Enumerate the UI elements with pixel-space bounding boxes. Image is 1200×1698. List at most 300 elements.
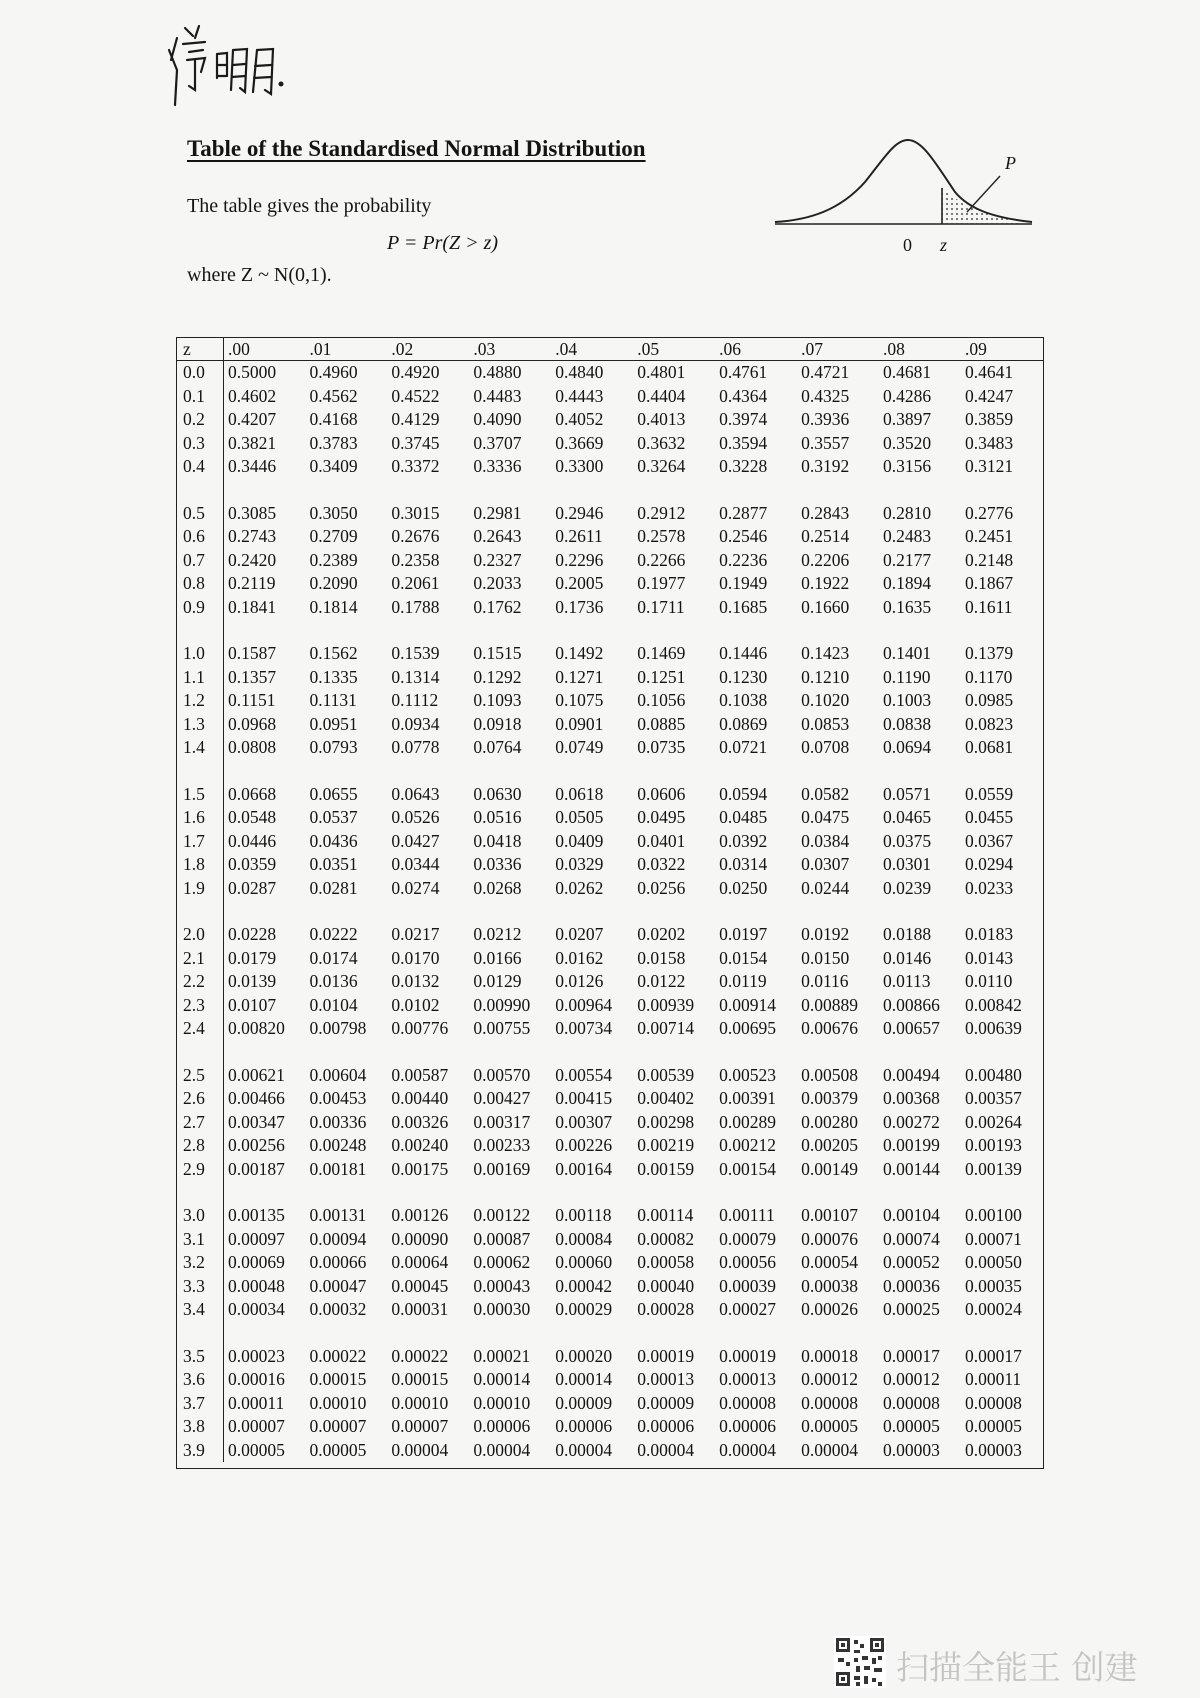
probability-cell: 0.00453: [309, 1088, 367, 1108]
z-value-cell: 0.4: [177, 455, 224, 479]
probability-cell: 0.00052: [883, 1252, 940, 1272]
z-value-cell: 0.5: [177, 502, 224, 526]
probability-cell: 0.1814: [309, 596, 358, 617]
probability-cell: 0.00006: [473, 1416, 531, 1436]
z-value-cell: 0.9: [177, 596, 224, 620]
probability-cell: 0.1788: [391, 596, 440, 617]
group-spacer-row: [177, 900, 1043, 923]
probability-cell: 0.2119: [228, 573, 276, 593]
spacer-cell: [224, 900, 1044, 923]
table-row: [177, 1392, 1043, 1416]
probability-cell: 0.00193: [964, 1135, 1022, 1155]
label-p: P: [1005, 153, 1016, 173]
probability-cell: 0.1762: [473, 596, 522, 617]
probability-cell: 0.0571: [883, 783, 932, 804]
probability-cell: 0.00035: [964, 1275, 1022, 1296]
probability-cell: 0.2451: [964, 526, 1014, 546]
probability-cell: 0.0162: [555, 947, 604, 968]
probability-cell: 0.0643: [391, 783, 440, 804]
probability-cell: 0.5000: [228, 362, 277, 382]
table-row: [177, 713, 1043, 737]
probability-cell: 0.00084: [555, 1228, 613, 1249]
probability-cell: 0.1251: [637, 666, 686, 687]
probability-cell: 0.2709: [309, 526, 358, 546]
probability-cell: 0.0126: [555, 971, 604, 991]
probability-cell: 0.0455: [964, 807, 1014, 827]
probability-cell: 0.1112: [391, 690, 439, 710]
probability-cell: 0.00006: [719, 1416, 776, 1436]
probability-cell: 0.00415: [555, 1088, 613, 1108]
probability-cell: 0.00494: [883, 1064, 940, 1085]
probability-cell: 0.00326: [391, 1111, 449, 1132]
table-row: [177, 947, 1043, 971]
z-value-cell: 2.6: [177, 1087, 224, 1111]
probability-cell: 0.0495: [637, 807, 686, 827]
probability-cell: 0.00676: [801, 1018, 858, 1038]
z-value-cell: 0.6: [177, 525, 224, 549]
table-row: [177, 806, 1043, 830]
probability-cell: 0.4602: [228, 385, 277, 406]
probability-cell: 0.00798: [309, 1018, 367, 1038]
probability-cell: 0.0655: [309, 783, 358, 804]
probability-cell: 0.0708: [801, 737, 850, 757]
spacer-cell: [177, 479, 224, 502]
probability-cell: 0.00010: [391, 1392, 449, 1413]
scanner-watermark: [834, 1630, 1184, 1690]
probability-cell: 0.00054: [801, 1252, 858, 1272]
probability-cell: 0.3520: [883, 432, 932, 453]
probability-cell: 0.0392: [719, 830, 768, 851]
column-header: .00: [224, 338, 306, 361]
probability-cell: 0.2912: [637, 502, 686, 523]
probability-cell: 0.4880: [473, 362, 522, 382]
probability-cell: 0.0301: [883, 854, 932, 874]
probability-cell: 0.0129: [473, 971, 522, 991]
probability-cell: 0.0951: [309, 713, 358, 734]
z-value-cell: 1.7: [177, 830, 224, 854]
probability-cell: 0.00357: [964, 1088, 1022, 1108]
probability-cell: 0.0367: [964, 830, 1014, 851]
probability-cell: 0.00011: [228, 1392, 285, 1413]
probability-cell: 0.1093: [473, 690, 522, 710]
probability-cell: 0.00008: [719, 1392, 776, 1413]
probability-cell: 0.3859: [964, 409, 1014, 429]
probability-cell: 0.00126: [391, 1205, 449, 1225]
probability-cell: 0.00069: [228, 1252, 285, 1272]
spacer-cell: [224, 760, 1044, 783]
probability-cell: 0.0505: [555, 807, 604, 827]
probability-cell: 0.00154: [719, 1158, 776, 1179]
probability-cell: 0.1335: [309, 666, 358, 687]
probability-cell: 0.00440: [391, 1088, 449, 1108]
probability-cell: 0.00064: [391, 1252, 449, 1272]
probability-cell: 0.0359: [228, 854, 277, 874]
probability-cell: 0.0217: [391, 924, 440, 944]
probability-cell: 0.00043: [473, 1275, 531, 1296]
probability-cell: 0.0885: [637, 713, 686, 734]
probability-cell: 0.1587: [228, 643, 277, 663]
probability-cell: 0.0375: [883, 830, 932, 851]
probability-cell: 0.2546: [719, 526, 768, 546]
table-row: [177, 736, 1043, 760]
z-value-cell: 1.2: [177, 689, 224, 713]
probability-cell: 0.00226: [555, 1135, 613, 1155]
probability-cell: 0.00004: [473, 1439, 531, 1460]
probability-cell: 0.0222: [309, 924, 358, 944]
probability-cell: 0.0239: [883, 877, 932, 898]
probability-cell: 0.1469: [637, 643, 686, 663]
table-row: [177, 994, 1043, 1018]
spacer-cell: [177, 760, 224, 783]
table-row: [177, 1087, 1043, 1111]
probability-cell: 0.00019: [719, 1345, 776, 1366]
label-zero: 0: [903, 235, 912, 255]
probability-cell: 0.0681: [964, 737, 1014, 757]
probability-cell: 0.3336: [473, 456, 522, 476]
probability-cell: 0.00047: [309, 1275, 367, 1296]
probability-cell: 0.1210: [801, 666, 850, 687]
probability-cell: 0.00131: [309, 1205, 367, 1225]
probability-cell: 0.2389: [309, 549, 358, 570]
z-value-cell: 2.7: [177, 1111, 224, 1135]
handwritten-signature: [165, 20, 325, 110]
group-spacer-row: [177, 1041, 1043, 1064]
z-value-cell: 2.0: [177, 923, 224, 947]
probability-cell: 0.00024: [964, 1299, 1022, 1319]
probability-cell: 0.0329: [555, 854, 604, 874]
probability-cell: 0.00657: [883, 1018, 940, 1038]
probability-cell: 0.00317: [473, 1111, 531, 1132]
group-spacer-row: [177, 760, 1043, 783]
probability-cell: 0.0793: [309, 737, 358, 757]
probability-cell: 0.00307: [555, 1111, 613, 1132]
probability-cell: 0.1711: [637, 596, 685, 617]
spacer-cell: [224, 619, 1044, 642]
probability-cell: 0.00554: [555, 1064, 613, 1085]
probability-cell: 0.3156: [883, 456, 932, 476]
probability-cell: 0.2483: [883, 526, 932, 546]
z-value-cell: 1.6: [177, 806, 224, 830]
probability-cell: 0.0262: [555, 877, 604, 898]
probability-cell: 0.0475: [801, 807, 850, 827]
z-value-cell: 1.3: [177, 713, 224, 737]
probability-cell: 0.2643: [473, 526, 522, 546]
probability-cell: 0.0212: [473, 924, 522, 944]
probability-cell: 0.0344: [391, 854, 440, 874]
probability-cell: 0.0188: [883, 924, 932, 944]
probability-cell: 0.0968: [228, 713, 277, 734]
probability-cell: 0.00029: [555, 1299, 613, 1319]
probability-cell: 0.00755: [473, 1018, 531, 1038]
z-value-cell: 1.9: [177, 877, 224, 901]
z-value-cell: 0.1: [177, 385, 224, 409]
probability-cell: 0.3264: [637, 456, 686, 476]
probability-cell: 0.3783: [309, 432, 358, 453]
column-header: .02: [387, 338, 469, 361]
table-row: [177, 432, 1043, 456]
probability-cell: 0.0110: [964, 971, 1013, 991]
probability-cell: 0.00097: [228, 1228, 285, 1249]
table-row: [177, 1158, 1043, 1182]
probability-cell: 0.00007: [391, 1416, 449, 1436]
probability-cell: 0.0548: [228, 807, 277, 827]
probability-cell: 0.0143: [964, 947, 1014, 968]
z-value-cell: 2.1: [177, 947, 224, 971]
probability-cell: 0.00014: [473, 1369, 531, 1389]
probability-cell: 0.3707: [473, 432, 522, 453]
z-value-cell: 3.2: [177, 1251, 224, 1275]
probability-cell: 0.00013: [637, 1369, 695, 1389]
probability-cell: 0.1867: [964, 573, 1014, 593]
table-row: [177, 455, 1043, 479]
probability-cell: 0.0102: [391, 994, 440, 1015]
table-row: [177, 1228, 1043, 1252]
probability-cell: 0.00248: [309, 1135, 367, 1155]
probability-cell: 0.3446: [228, 456, 277, 476]
normal-distribution-table: [176, 337, 1044, 1469]
probability-cell: 0.0268: [473, 877, 522, 898]
probability-cell: 0.00010: [309, 1392, 367, 1413]
probability-cell: 0.00056: [719, 1252, 776, 1272]
probability-cell: 0.00466: [228, 1088, 285, 1108]
probability-cell: 0.0287: [228, 877, 277, 898]
probability-cell: 0.2877: [719, 502, 768, 523]
z-value-cell: 3.5: [177, 1345, 224, 1369]
probability-cell: 0.0116: [801, 971, 849, 991]
probability-cell: 0.1539: [391, 643, 440, 663]
spacer-cell: [177, 900, 224, 923]
probability-cell: 0.00298: [637, 1111, 695, 1132]
table-row: [177, 572, 1043, 596]
probability-cell: 0.1314: [391, 666, 440, 687]
probability-cell: 0.1562: [309, 643, 358, 663]
z-value-cell: 3.9: [177, 1439, 224, 1463]
probability-cell: 0.0170: [391, 947, 440, 968]
probability-cell: 0.00939: [637, 994, 695, 1015]
table-row: [177, 525, 1043, 549]
probability-cell: 0.00587: [391, 1064, 449, 1085]
probability-cell: 0.1190: [883, 666, 931, 687]
probability-cell: 0.00045: [391, 1275, 449, 1296]
probability-cell: 0.00272: [883, 1111, 940, 1132]
probability-cell: 0.00076: [801, 1228, 858, 1249]
probability-cell: 0.4721: [801, 362, 850, 382]
probability-cell: 0.00714: [637, 1018, 695, 1038]
probability-cell: 0.4483: [473, 385, 522, 406]
column-header: .03: [469, 338, 551, 361]
probability-cell: 0.00012: [801, 1369, 858, 1389]
probability-cell: 0.00004: [637, 1439, 695, 1460]
probability-cell: 0.00017: [883, 1345, 940, 1366]
probability-cell: 0.4286: [883, 385, 932, 406]
probability-cell: 0.0764: [473, 737, 522, 757]
probability-cell: 0.00111: [719, 1205, 775, 1225]
probability-cell: 0.0409: [555, 830, 604, 851]
table-row: [177, 1017, 1043, 1041]
probability-cell: 0.00008: [801, 1392, 858, 1413]
probability-cell: 0.00734: [555, 1018, 613, 1038]
probability-cell: 0.1003: [883, 690, 932, 710]
probability-cell: 0.0559: [964, 783, 1014, 804]
probability-cell: 0.00008: [883, 1392, 940, 1413]
probability-cell: 0.3121: [964, 456, 1014, 476]
probability-cell: 0.00104: [883, 1205, 940, 1225]
probability-cell: 0.0537: [309, 807, 358, 827]
table-row: [177, 642, 1043, 666]
probability-cell: 0.3085: [228, 502, 277, 523]
probability-cell: 0.4801: [637, 362, 686, 382]
probability-cell: 0.4404: [637, 385, 686, 406]
probability-cell: 0.1841: [228, 596, 277, 617]
z-value-cell: 0.0: [177, 361, 224, 385]
table-row: [177, 1275, 1043, 1299]
probability-cell: 0.1977: [637, 573, 686, 593]
probability-cell: 0.00079: [719, 1228, 776, 1249]
column-header: .06: [715, 338, 797, 361]
probability-cell: 0.00508: [801, 1064, 858, 1085]
probability-cell: 0.3897: [883, 409, 932, 429]
probability-cell: 0.2236: [719, 549, 768, 570]
probability-cell: 0.0192: [801, 924, 850, 944]
probability-cell: 0.00187: [228, 1158, 285, 1179]
probability-cell: 0.00062: [473, 1252, 531, 1272]
probability-cell: 0.00402: [637, 1088, 695, 1108]
probability-cell: 0.3228: [719, 456, 768, 476]
column-header: .04: [551, 338, 633, 361]
probability-cell: 0.1056: [637, 690, 686, 710]
table-row: [177, 1415, 1043, 1439]
probability-cell: 0.0985: [964, 690, 1014, 710]
probability-cell: 0.0516: [473, 807, 522, 827]
probability-cell: 0.0384: [801, 830, 850, 851]
probability-cell: 0.0749: [555, 737, 604, 757]
probability-cell: 0.1230: [719, 666, 768, 687]
probability-cell: 0.3745: [391, 432, 440, 453]
table-row: [177, 1345, 1043, 1369]
probability-cell: 0.0244: [801, 877, 850, 898]
probability-cell: 0.00539: [637, 1064, 695, 1085]
probability-cell: 0.00026: [801, 1299, 858, 1319]
probability-cell: 0.0119: [719, 971, 767, 991]
table-row: [177, 596, 1043, 620]
probability-cell: 0.00004: [555, 1439, 613, 1460]
probability-cell: 0.1131: [309, 690, 357, 710]
probability-cell: 0.00570: [473, 1064, 531, 1085]
probability-cell: 0.00042: [555, 1275, 613, 1296]
probability-cell: 0.00016: [228, 1369, 285, 1389]
probability-cell: 0.0274: [391, 877, 440, 898]
probability-cell: 0.1492: [555, 643, 604, 663]
probability-cell: 0.00008: [964, 1392, 1022, 1413]
probability-cell: 0.00015: [309, 1369, 367, 1389]
probability-cell: 0.2206: [801, 549, 850, 570]
table-row: [177, 1439, 1043, 1463]
probability-cell: 0.2296: [555, 549, 604, 570]
probability-cell: 0.00149: [801, 1158, 858, 1179]
probability-cell: 0.0183: [964, 924, 1014, 944]
probability-cell: 0.0918: [473, 713, 522, 734]
probability-cell: 0.00007: [228, 1416, 285, 1436]
probability-cell: 0.1075: [555, 690, 604, 710]
probability-cell: 0.0202: [637, 924, 686, 944]
probability-cell: 0.00003: [964, 1439, 1022, 1460]
table-row: [177, 1134, 1043, 1158]
probability-cell: 0.1038: [719, 690, 768, 710]
probability-cell: 0.00233: [473, 1135, 531, 1155]
probability-cell: 0.00379: [801, 1088, 858, 1108]
probability-cell: 0.2843: [801, 502, 850, 523]
table-row: [177, 830, 1043, 854]
probability-cell: 0.0808: [228, 737, 277, 757]
probability-cell: 0.0778: [391, 737, 440, 757]
z-value-cell: 0.2: [177, 408, 224, 432]
probability-cell: 0.1736: [555, 596, 604, 617]
probability-cell: 0.0465: [883, 807, 932, 827]
probability-cell: 0.4522: [391, 385, 440, 406]
probability-cell: 0.1271: [555, 666, 604, 687]
probability-cell: 0.2981: [473, 502, 522, 523]
probability-cell: 0.4562: [309, 385, 358, 406]
probability-cell: 0.00048: [228, 1275, 285, 1296]
probability-cell: 0.00028: [637, 1299, 695, 1319]
probability-cell: 0.0113: [883, 971, 931, 991]
probability-cell: 0.00169: [473, 1158, 531, 1179]
probability-cell: 0.00199: [883, 1135, 940, 1155]
spacer-cell: [224, 1322, 1044, 1345]
probability-cell: 0.0823: [964, 713, 1014, 734]
probability-cell: 0.0436: [309, 830, 358, 851]
probability-cell: 0.00005: [309, 1439, 367, 1460]
probability-cell: 0.00040: [637, 1275, 695, 1296]
probability-cell: 0.00118: [555, 1205, 612, 1225]
probability-cell: 0.1151: [228, 690, 276, 710]
probability-cell: 0.00087: [473, 1228, 531, 1249]
probability-cell: 0.1292: [473, 666, 522, 687]
probability-cell: 0.1515: [473, 643, 522, 663]
table-row: [177, 923, 1043, 947]
probability-cell: 0.1611: [964, 596, 1013, 617]
probability-cell: 0.00100: [964, 1205, 1022, 1225]
probability-cell: 0.00025: [883, 1299, 940, 1319]
probability-cell: 0.00004: [801, 1439, 858, 1460]
probability-cell: 0.2177: [883, 549, 932, 570]
probability-cell: 0.00082: [637, 1228, 695, 1249]
probability-cell: 0.00842: [964, 994, 1022, 1015]
probability-cell: 0.0207: [555, 924, 604, 944]
probability-cell: 0.00022: [309, 1345, 367, 1366]
page-title: Table of the Standardised Normal Distribution: [187, 136, 646, 161]
probability-cell: 0.0107: [228, 994, 277, 1015]
probability-cell: 0.00032: [309, 1299, 367, 1319]
probability-cell: 0.4761: [719, 362, 768, 382]
table-row: [177, 1111, 1043, 1135]
probability-cell: 0.2776: [964, 502, 1014, 523]
probability-cell: 0.00427: [473, 1088, 531, 1108]
probability-cell: 0.1660: [801, 596, 850, 617]
probability-cell: 0.3594: [719, 432, 768, 453]
probability-cell: 0.2061: [391, 573, 440, 593]
z-value-cell: 1.0: [177, 642, 224, 666]
z-value-cell: 3.4: [177, 1298, 224, 1322]
probability-cell: 0.0250: [719, 877, 768, 898]
probability-cell: 0.3372: [391, 456, 440, 476]
table-row: [177, 1064, 1043, 1088]
probability-cell: 0.00256: [228, 1135, 285, 1155]
probability-cell: 0.00066: [309, 1252, 367, 1272]
probability-cell: 0.2358: [391, 549, 440, 570]
table-row: [177, 1251, 1043, 1275]
probability-cell: 0.00009: [637, 1392, 695, 1413]
